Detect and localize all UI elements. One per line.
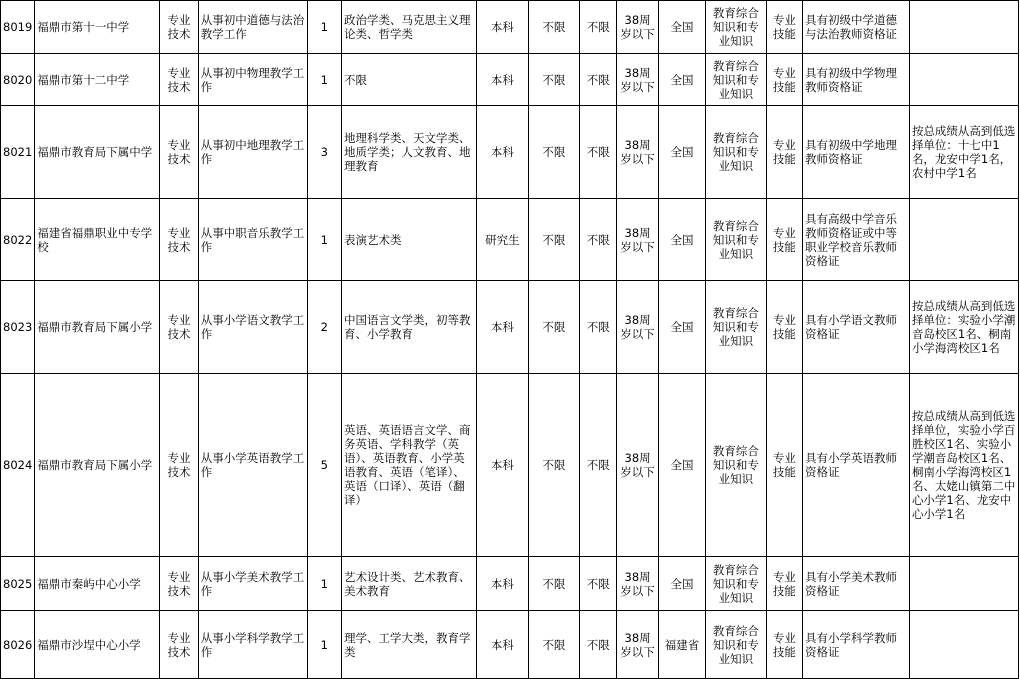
education-cell: 本科 bbox=[477, 557, 528, 611]
age-cell: 38周岁以下 bbox=[617, 374, 658, 557]
exam-subject-cell: 教育综合知识和专业知识 bbox=[706, 54, 767, 106]
degree-cell: 不限 bbox=[528, 557, 579, 611]
education-cell: 本科 bbox=[477, 374, 528, 557]
headcount-cell: 5 bbox=[307, 374, 341, 557]
table-row bbox=[1, 611, 1019, 679]
position-code-cell: 8019 bbox=[1, 1, 35, 54]
age-cell: 38周岁以下 bbox=[617, 1, 658, 54]
region-cell: 全国 bbox=[658, 106, 705, 199]
hiring-unit-cell: 福鼎市教育局下属中学 bbox=[35, 106, 160, 199]
gender-cell: 不限 bbox=[580, 374, 617, 557]
hiring-unit-cell: 福鼎市第十二中学 bbox=[35, 54, 160, 106]
degree-cell: 不限 bbox=[528, 54, 579, 106]
gender-cell: 不限 bbox=[580, 1, 617, 54]
degree-cell: 不限 bbox=[528, 374, 579, 557]
major-requirement-cell: 理学、工学大类，教育学类 bbox=[341, 611, 476, 679]
skill-test-cell: 专业技能 bbox=[766, 374, 802, 557]
skill-test-cell: 专业技能 bbox=[766, 1, 802, 54]
position-category-cell: 专业技术 bbox=[160, 557, 198, 611]
education-cell: 本科 bbox=[477, 106, 528, 199]
note-cell: 按总成绩从高到低选择单位：十七中1名，龙安中学1名，农村中学1名 bbox=[909, 106, 1018, 199]
region-cell: 福建省 bbox=[658, 611, 705, 679]
qualification-cell: 具有初级中学物理教师资格证 bbox=[803, 54, 910, 106]
position-code-cell: 8020 bbox=[1, 54, 35, 106]
major-requirement-cell: 地理科学类、天文学类、地质学类；人文教育、地理教育 bbox=[341, 106, 476, 199]
degree-cell: 不限 bbox=[528, 611, 579, 679]
exam-subject-cell: 教育综合知识和专业知识 bbox=[706, 281, 767, 374]
major-requirement-cell: 英语、英语语言文学、商务英语、学科教学（英语）、英语教育、小学英语教育、英语（笔译）、英语（口译）、英语（翻译） bbox=[341, 374, 476, 557]
major-requirement-cell: 中国语言文学类，初等教育、小学教育 bbox=[341, 281, 476, 374]
qualification-cell: 具有初级中学道德与法治教师资格证 bbox=[803, 1, 910, 54]
major-requirement-cell: 不限 bbox=[341, 54, 476, 106]
degree-cell: 不限 bbox=[528, 199, 579, 281]
hiring-unit-cell: 福鼎市教育局下属小学 bbox=[35, 281, 160, 374]
qualification-cell: 具有高级中学音乐教师资格证或中等职业学校音乐教师资格证 bbox=[803, 199, 910, 281]
exam-subject-cell: 教育综合知识和专业知识 bbox=[706, 611, 767, 679]
position-code-cell: 8023 bbox=[1, 281, 35, 374]
table-row bbox=[1, 281, 1019, 374]
position-category-cell: 专业技术 bbox=[160, 611, 198, 679]
position-category-cell: 专业技术 bbox=[160, 281, 198, 374]
headcount-cell: 1 bbox=[307, 1, 341, 54]
major-requirement-cell: 政治学类、马克思主义理论类、哲学类 bbox=[341, 1, 476, 54]
hiring-unit-cell: 福鼎市第十一中学 bbox=[35, 1, 160, 54]
degree-cell: 不限 bbox=[528, 106, 579, 199]
position-duty-cell: 从事初中道德与法治教学工作 bbox=[198, 1, 307, 54]
position-duty-cell: 从事初中地理教学工作 bbox=[198, 106, 307, 199]
headcount-cell: 1 bbox=[307, 611, 341, 679]
hiring-unit-cell: 福鼎市沙埕中心小学 bbox=[35, 611, 160, 679]
skill-test-cell: 专业技能 bbox=[766, 199, 802, 281]
position-duty-cell: 从事小学语文教学工作 bbox=[198, 281, 307, 374]
skill-test-cell: 专业技能 bbox=[766, 557, 802, 611]
headcount-cell: 1 bbox=[307, 199, 341, 281]
position-category-cell: 专业技术 bbox=[160, 1, 198, 54]
skill-test-cell: 专业技能 bbox=[766, 281, 802, 374]
note-cell bbox=[909, 54, 1018, 106]
headcount-cell: 3 bbox=[307, 106, 341, 199]
age-cell: 38周岁以下 bbox=[617, 611, 658, 679]
position-duty-cell: 从事小学英语教学工作 bbox=[198, 374, 307, 557]
region-cell: 全国 bbox=[658, 557, 705, 611]
note-cell bbox=[909, 199, 1018, 281]
skill-test-cell: 专业技能 bbox=[766, 611, 802, 679]
position-category-cell: 专业技术 bbox=[160, 199, 198, 281]
qualification-cell: 具有小学科学教师资格证 bbox=[803, 611, 910, 679]
skill-test-cell: 专业技能 bbox=[766, 54, 802, 106]
hiring-unit-cell: 福鼎市教育局下属小学 bbox=[35, 374, 160, 557]
gender-cell: 不限 bbox=[580, 557, 617, 611]
table-row bbox=[1, 1, 1019, 54]
exam-subject-cell: 教育综合知识和专业知识 bbox=[706, 557, 767, 611]
table-row bbox=[1, 557, 1019, 611]
table-row bbox=[1, 106, 1019, 199]
position-code-cell: 8022 bbox=[1, 199, 35, 281]
note-cell bbox=[909, 1, 1018, 54]
region-cell: 全国 bbox=[658, 374, 705, 557]
position-duty-cell: 从事初中物理教学工作 bbox=[198, 54, 307, 106]
headcount-cell: 1 bbox=[307, 557, 341, 611]
gender-cell: 不限 bbox=[580, 106, 617, 199]
position-code-cell: 8021 bbox=[1, 106, 35, 199]
position-duty-cell: 从事小学科学教学工作 bbox=[198, 611, 307, 679]
exam-subject-cell: 教育综合知识和专业知识 bbox=[706, 1, 767, 54]
hiring-unit-cell: 福建省福鼎职业中专学校 bbox=[35, 199, 160, 281]
note-cell: 按总成绩从高到低选择单位，实验小学百胜校区1名、实验小学潮音岛校区1名、桐南小学海湾校区1名、太姥山镇第二中心小学1名、龙安中心小学1名 bbox=[909, 374, 1018, 557]
region-cell: 全国 bbox=[658, 199, 705, 281]
education-cell: 本科 bbox=[477, 1, 528, 54]
position-category-cell: 专业技术 bbox=[160, 54, 198, 106]
qualification-cell: 具有小学语文教师资格证 bbox=[803, 281, 910, 374]
skill-test-cell: 专业技能 bbox=[766, 106, 802, 199]
gender-cell: 不限 bbox=[580, 199, 617, 281]
position-code-cell: 8024 bbox=[1, 374, 35, 557]
gender-cell: 不限 bbox=[580, 54, 617, 106]
age-cell: 38周岁以下 bbox=[617, 199, 658, 281]
position-code-cell: 8026 bbox=[1, 611, 35, 679]
qualification-cell: 具有初级中学地理教师资格证 bbox=[803, 106, 910, 199]
education-cell: 本科 bbox=[477, 611, 528, 679]
degree-cell: 不限 bbox=[528, 281, 579, 374]
headcount-cell: 1 bbox=[307, 54, 341, 106]
region-cell: 全国 bbox=[658, 281, 705, 374]
degree-cell: 不限 bbox=[528, 1, 579, 54]
note-cell bbox=[909, 557, 1018, 611]
hiring-unit-cell: 福鼎市秦屿中心小学 bbox=[35, 557, 160, 611]
position-category-cell: 专业技术 bbox=[160, 106, 198, 199]
age-cell: 38周岁以下 bbox=[617, 106, 658, 199]
exam-subject-cell: 教育综合知识和专业知识 bbox=[706, 374, 767, 557]
region-cell: 全国 bbox=[658, 1, 705, 54]
note-cell: 按总成绩从高到低选择单位：实验小学潮音岛校区1名、桐南小学海湾校区1名 bbox=[909, 281, 1018, 374]
gender-cell: 不限 bbox=[580, 611, 617, 679]
table-row bbox=[1, 374, 1019, 557]
table-row bbox=[1, 54, 1019, 106]
qualification-cell: 具有小学英语教师资格证 bbox=[803, 374, 910, 557]
table-row bbox=[1, 199, 1019, 281]
age-cell: 38周岁以下 bbox=[617, 281, 658, 374]
education-cell: 本科 bbox=[477, 54, 528, 106]
note-cell bbox=[909, 611, 1018, 679]
headcount-cell: 2 bbox=[307, 281, 341, 374]
position-duty-cell: 从事小学美术教学工作 bbox=[198, 557, 307, 611]
age-cell: 38周岁以下 bbox=[617, 54, 658, 106]
major-requirement-cell: 艺术设计类、艺术教育、美术教育 bbox=[341, 557, 476, 611]
position-category-cell: 专业技术 bbox=[160, 374, 198, 557]
position-duty-cell: 从事中职音乐教学工作 bbox=[198, 199, 307, 281]
age-cell: 38周岁以下 bbox=[617, 557, 658, 611]
position-code-cell: 8025 bbox=[1, 557, 35, 611]
exam-subject-cell: 教育综合知识和专业知识 bbox=[706, 199, 767, 281]
region-cell: 全国 bbox=[658, 54, 705, 106]
gender-cell: 不限 bbox=[580, 281, 617, 374]
major-requirement-cell: 表演艺术类 bbox=[341, 199, 476, 281]
exam-subject-cell: 教育综合知识和专业知识 bbox=[706, 106, 767, 199]
education-cell: 本科 bbox=[477, 281, 528, 374]
education-cell: 研究生 bbox=[477, 199, 528, 281]
qualification-cell: 具有小学美术教师资格证 bbox=[803, 557, 910, 611]
